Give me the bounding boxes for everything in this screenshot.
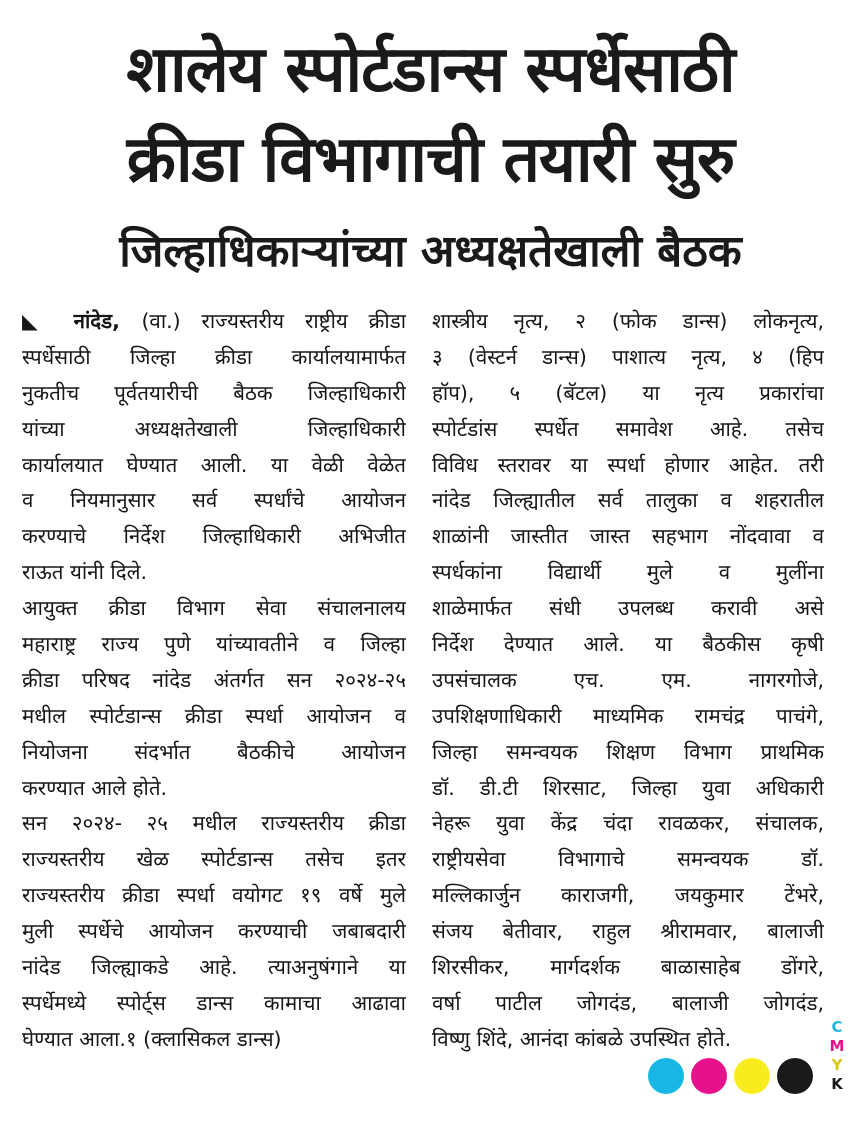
- subheadline: जिल्हाधिकाऱ्यांच्या अध्यक्षतेखाली बैठक: [119, 226, 742, 277]
- dateline-mark-icon: ◣: [22, 309, 74, 333]
- article-line: ३ (वेस्टर्न डान्स) पाशात्य नृत्य, ४ (हिप: [432, 344, 824, 369]
- article-line: शाळांनी जास्तीत जास्त सहभाग नोंदवावा व: [432, 524, 824, 549]
- article-line: जिल्हा समन्वयक शिक्षण विभाग प्राथमिक: [432, 739, 824, 764]
- article-line: उपशिक्षणाधिकारी माध्यमिक रामचंद्र पाचंगे,: [432, 703, 824, 728]
- article-line: वर्षा पाटील जोगदंड, बालाजी जोगदंड,: [432, 990, 824, 1015]
- article-line: नांदेड जिल्ह्याकडे आहे. त्याअनुषंगाने या: [22, 955, 406, 980]
- article-line: स्पर्धेसाठी जिल्हा क्रीडा कार्यालयामार्फत: [22, 344, 406, 369]
- article-line: संजय बेतीवार, राहुल श्रीरामवार, बालाजी: [432, 919, 824, 944]
- cmyk-letter: K: [831, 1075, 843, 1093]
- cmyk-letter: Y: [831, 1056, 843, 1074]
- article-line: राऊत यांनी दिले.: [22, 560, 148, 585]
- article-line: नांदेड जिल्ह्यातील सर्व तालुका व शहरातील: [432, 488, 824, 513]
- article-line-text: (वा.) राज्यस्तरीय राष्ट्रीय क्रीडा: [141, 309, 406, 333]
- cmyk-letter: M: [829, 1037, 845, 1055]
- article-line: शिरसीकर, मार्गदर्शक बाळासाहेब डोंगरे,: [432, 955, 824, 980]
- article-column-right: [432, 304, 824, 1058]
- article-line: आयुक्त क्रीडा विभाग सेवा संचालनालय: [22, 596, 406, 621]
- article-line: शास्त्रीय नृत्य, २ (फोक डान्स) लोकनृत्य,: [432, 309, 824, 333]
- article-line: यांच्या अध्यक्षतेखाली जिल्हाधिकारी: [22, 416, 406, 441]
- article-line: राज्यस्तरीय क्रीडा स्पर्धा वयोगट १९ वर्षे मुले: [22, 883, 406, 908]
- article-line: कार्यालयात घेण्यात आली. या वेळी वेळेत: [22, 452, 406, 477]
- article-line: करण्याचे निर्देश जिल्हाधिकारी अभिजीत: [22, 524, 406, 549]
- article-line: राज्यस्तरीय खेळ स्पोर्टडान्स तसेच इतर: [22, 847, 406, 872]
- article-line: मुली स्पर्धेचे आयोजन करण्याची जबाबदारी: [22, 919, 406, 944]
- article-line: राष्ट्रीयसेवा विभागाचे समन्वयक डॉ.: [432, 847, 824, 872]
- article-line: मधील स्पोर्टडान्स क्रीडा स्पर्धा आयोजन व: [22, 703, 406, 728]
- article-line: [22, 304, 406, 340]
- article-line: क्रीडा परिषद नांदेड अंतर्गत सन २०२४-२५: [22, 667, 406, 692]
- registration-dot-y: [734, 1058, 770, 1094]
- cmyk-registration-dots: [648, 1055, 813, 1097]
- article-line: विविध स्तरावर या स्पर्धा होणार आहेत. तरी: [432, 452, 824, 477]
- article-line: डॉ. डी.टी शिरसाट, जिल्हा युवा अधिकारी: [432, 775, 824, 800]
- article-line: व नियमानुसार सर्व स्पर्धांचे आयोजन: [22, 488, 406, 513]
- article-line: स्पोर्टडांस स्पर्धेत समावेश आहे. तसेच: [432, 416, 824, 441]
- article-line: मल्लिकार्जुन काराजगी, जयकुमार टेंभरे,: [432, 883, 824, 908]
- article-line: निर्देश देण्यात आले. या बैठकीस कृषी: [432, 632, 824, 657]
- headline-line-1: शालेय स्पोर्टडान्स स्पर्धेसाठी: [126, 33, 735, 107]
- registration-dot-m: [691, 1058, 727, 1094]
- headline-line-2: क्रीडा विभागाची तयारी सुरु: [126, 123, 735, 197]
- cmyk-letter: C: [831, 1018, 843, 1036]
- article-line: महाराष्ट्र राज्य पुणे यांच्यावतीने व जिल्हा: [22, 632, 406, 657]
- article-column-left: [22, 304, 406, 1058]
- cmyk-label: [826, 1018, 848, 1094]
- article-line: हॉप), ५ (बॅटल) या नृत्य प्रकारांचा: [432, 380, 824, 405]
- registration-dot-c: [648, 1058, 684, 1094]
- article-line: सन २०२४- २५ मधील राज्यस्तरीय क्रीडा: [22, 811, 406, 836]
- article-line: नियोजना संदर्भात बैठकीचे आयोजन: [22, 739, 406, 764]
- article-line: विष्णु शिंदे, आनंदा कांबळे उपस्थित होते.: [432, 1026, 732, 1051]
- dateline: नांदेड,: [73, 309, 142, 333]
- registration-dot-k: [777, 1058, 813, 1094]
- article-line: उपसंचालक एच. एम. नागरगोजे,: [432, 667, 824, 692]
- article-line: नुकतीच पूर्वतयारीची बैठक जिल्हाधिकारी: [22, 380, 406, 405]
- article-line: शाळेमार्फत संधी उपलब्ध करावी असे: [432, 596, 824, 621]
- article-line: करण्यात आले होते.: [22, 775, 168, 800]
- article-line: घेण्यात आला.१ (क्लासिकल डान्स): [22, 1026, 282, 1051]
- article-line: स्पर्धकांना विद्यार्थी मुले व मुलींना: [432, 560, 824, 585]
- article-line: नेहरू युवा केंद्र चंदा रावळकर, संचालक,: [432, 811, 824, 836]
- article-line: स्पर्धेमध्ये स्पोर्ट्स डान्स कामाचा आढावा: [22, 990, 406, 1015]
